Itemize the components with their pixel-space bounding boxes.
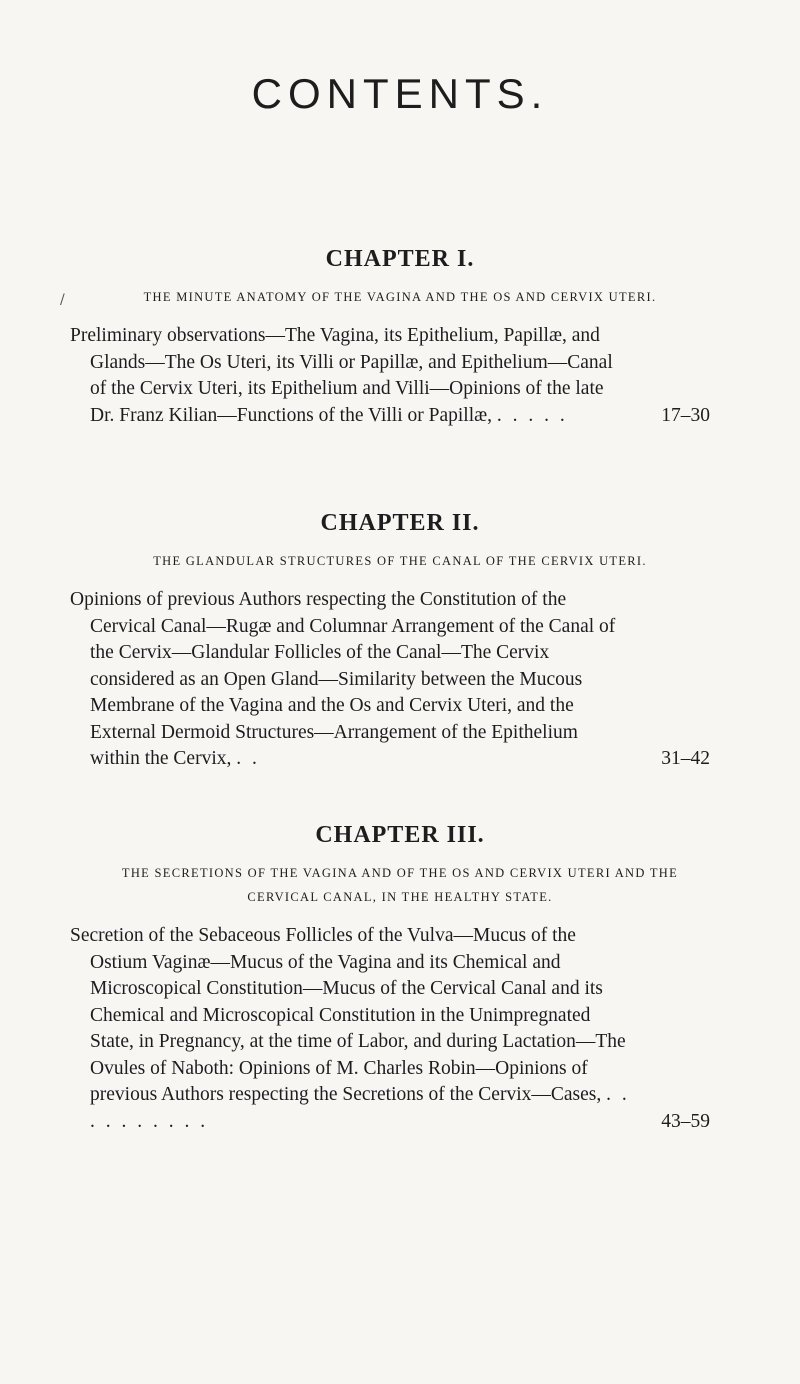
entry-text: Secretion of the Sebaceous Follicles of the Vulva—Mucus of the Ostium Vaginæ—Mucus of the Vagina and its Chemical and Microscopical Constitution—Mucus of the Cervical Canal and its Chemical and Microscopical Constitution in the Unimpregnated State, in Pregnancy, at the time of Labor, and during Lactation—The Ovules of Naboth: Opinions of M. Charles Robin—Opinions of previous Authors respecting the Secretions of the Cervix—Cases, [70,925,626,1105]
chapter-heading: CHAPTER III. [315,822,485,848]
chapter-subtitle: THE GLANDULAR STRUCTURES OF THE CANAL OF THE CERVIX UTERI. [153,554,647,568]
leader-dots: . . [236,748,260,769]
page-title: CONTENTS. [251,70,549,117]
page-range: 31–42 [661,748,710,769]
entry-text: Opinions of previous Authors respecting the Constitution of the Cervical Canal—Rugæ and Columnar Arrangement of the Canal of the Cervix—Glandular Follicles of the Canal—The Cervix considered as an Open Gland—Similarity between the Mucous Membrane of the Vagina and the Os and Cervix Uteri, and the External Dermoid Structures—Arrangement of the Epithelium within the Cervix, [70,589,616,769]
chapter-section [0,822,800,1135]
page-range: 17–30 [661,404,710,426]
leader-dots: . . . . . [496,404,568,426]
chapter-heading: CHAPTER I. [325,246,475,272]
chapter-section [0,246,800,429]
leader-dots: . . . . . . . . . . [90,1084,630,1132]
chapter-entry [70,923,710,1135]
chapter-heading: CHAPTER II. [320,510,480,536]
page-range: 43–59 [661,1110,710,1132]
chapter-entry [70,323,710,429]
entry-text: Preliminary observations—The Vagina, its Epithelium, Papillæ, and Glands—The Os Uteri, its Villi or Papillæ, and Epithelium—Canal of the Cervix Uteri, its Epithelium and Villi—Opinions of the late Dr. Franz Kilian—Functions of the Villi or Papillæ, [70,325,613,426]
stray-mark: / [60,292,65,308]
chapter-entry [70,587,710,773]
chapter-subtitle: THE MINUTE ANATOMY OF THE VAGINA AND THE OS AND CERVIX UTERI. [143,290,657,304]
chapter-subtitle: THE SECRETIONS OF THE VAGINA AND OF THE OS AND CERVIX UTERI AND THE CERVICAL CANAL, IN THE HEALTHY STATE. [121,866,679,904]
chapter-section [0,510,800,773]
